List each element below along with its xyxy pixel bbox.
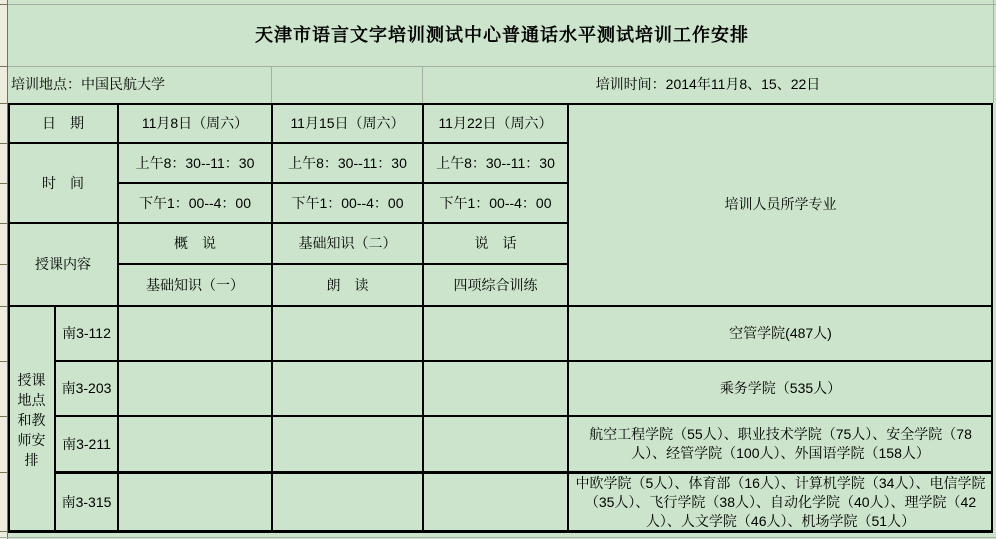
gridline (0, 143, 8, 144)
empty-cell[interactable] (423, 361, 568, 416)
empty-cell[interactable] (118, 361, 272, 416)
gridline (0, 361, 8, 362)
afternoon-time-cell-3[interactable]: 下午1：00--4：00 (439, 194, 552, 211)
gridline (0, 4, 8, 5)
content-cell-r2c3[interactable]: 四项综合训练 (453, 276, 538, 293)
empty-cell[interactable] (272, 361, 423, 416)
info-empty-cell[interactable] (272, 66, 423, 103)
venue-label-text: 授课地点和教师安排 (17, 371, 46, 468)
empty-cell[interactable] (272, 306, 423, 361)
empty-cell[interactable] (272, 416, 423, 472)
afternoon-time-cell-2[interactable]: 下午1：00--4：00 (291, 194, 404, 211)
content-cell-r1c3[interactable]: 说 话 (474, 235, 517, 251)
date-cell-1[interactable]: 11月8日（周六） (141, 114, 249, 131)
training-location-cell[interactable]: 培训地点：中国民航大学 (11, 76, 165, 92)
empty-cell[interactable] (423, 472, 568, 533)
gridline (0, 306, 8, 307)
room-cell-2[interactable]: 南3-203 (61, 380, 112, 396)
time-label-cell[interactable]: 时 间 (42, 174, 84, 191)
content-cell-r2c1[interactable]: 基础知识（一） (146, 276, 244, 293)
gridline (0, 264, 8, 265)
gridline (0, 66, 8, 67)
gridline (0, 531, 8, 532)
empty-cell[interactable] (118, 306, 272, 361)
morning-time-cell-2[interactable]: 上午8：30--11：30 (288, 154, 407, 171)
content-cell-r1c1[interactable]: 概 说 (174, 235, 216, 251)
date-label-cell[interactable]: 日 期 (42, 114, 84, 131)
majors-cell-4[interactable]: 中欧学院（5人）、体育部（16人）、计算机学院（34人）、电信学院（35人）、飞行学院（38人）、自动化学院（40人）、理学院（42人）、人文学院（46人）、机场学院（51人） (575, 475, 986, 529)
training-time-cell[interactable]: 培训时间：2014年11月8、15、22日 (595, 76, 821, 92)
empty-cell[interactable] (423, 416, 568, 472)
date-cell-2[interactable]: 11月15日（周六） (290, 114, 405, 131)
gridline (0, 472, 8, 473)
afternoon-time-cell-1[interactable]: 下午1：00--4：00 (138, 194, 252, 211)
gridline (0, 537, 996, 538)
majors-cell-3[interactable]: 航空工程学院（55人）、职业技术学院（75人）、安全学院（78人）、经管学院（100人）、外国语学院（158人） (589, 426, 972, 461)
morning-time-cell-3[interactable]: 上午8：30--11：30 (436, 154, 555, 171)
morning-time-cell-1[interactable]: 上午8：30--11：30 (135, 154, 255, 171)
content-label-cell[interactable]: 授课内容 (35, 256, 91, 272)
room-cell-4[interactable]: 南3-315 (61, 494, 112, 510)
gridline (0, 103, 8, 104)
room-cell-3[interactable]: 南3-211 (62, 435, 111, 452)
empty-cell[interactable] (118, 472, 272, 533)
majors-cell-1[interactable]: 空管学院(487人) (729, 325, 832, 341)
empty-cell[interactable] (118, 416, 272, 472)
majors-cell-2[interactable]: 乘务学院（535人） (719, 380, 842, 396)
venue-label-cell[interactable] (8, 306, 55, 533)
date-cell-3[interactable]: 11月22日（周六） (438, 114, 553, 131)
sheet-title: 天津市语言文字培训测试中心普通话水平测试培训工作安排 (255, 24, 749, 45)
gridline (0, 183, 8, 184)
content-cell-r1c2[interactable]: 基础知识（二） (298, 235, 397, 251)
empty-cell[interactable] (423, 306, 568, 361)
gridline (0, 223, 8, 224)
content-cell-r2c2[interactable]: 朗 读 (326, 276, 369, 293)
sheet-margin (0, 0, 8, 539)
gridline (0, 416, 8, 417)
room-cell-1[interactable]: 南3-112 (62, 325, 111, 341)
majors-header-cell[interactable]: 培训人员所学专业 (724, 196, 837, 212)
empty-cell[interactable] (272, 472, 423, 533)
